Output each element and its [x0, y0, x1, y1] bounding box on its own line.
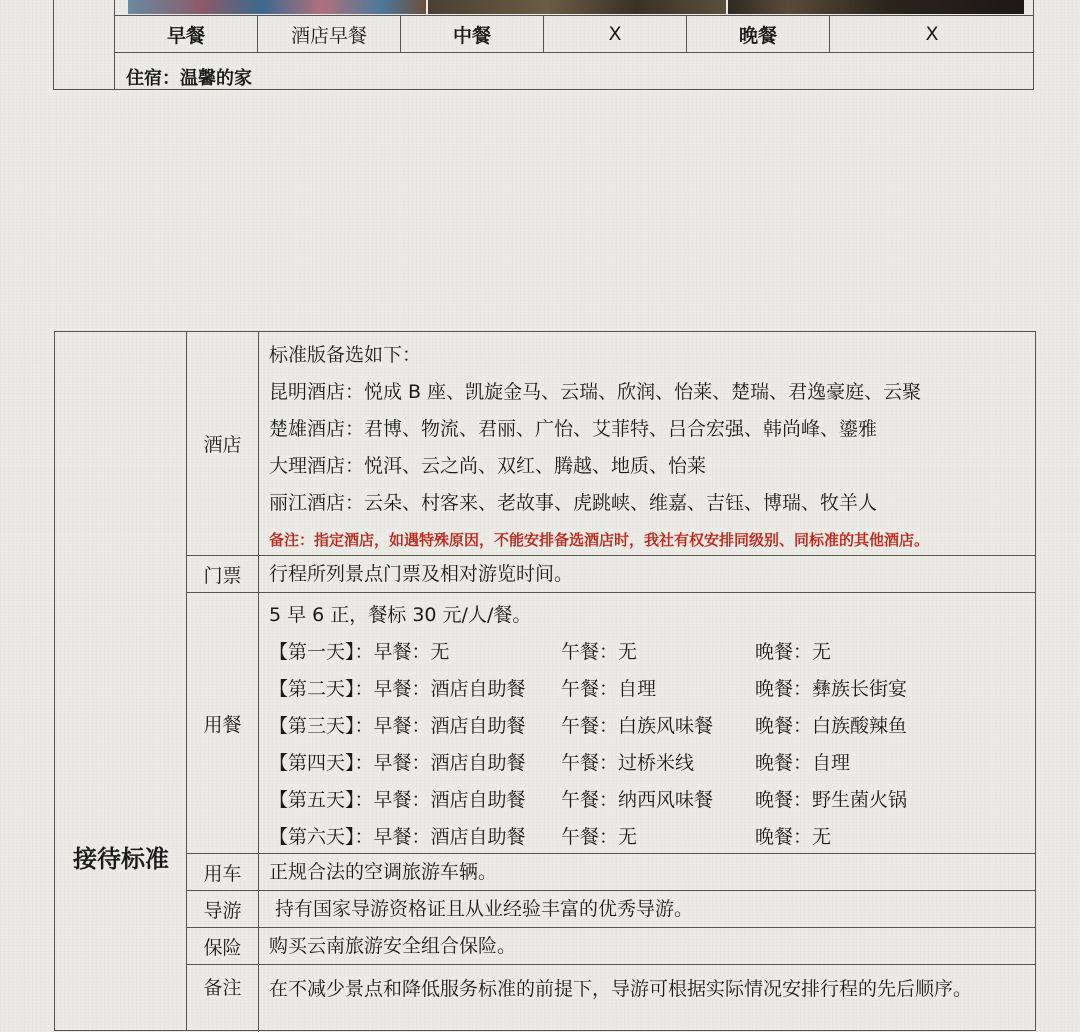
ticket-label: 门票 [187, 556, 259, 592]
lunch-value: X [544, 16, 687, 52]
insurance-label: 保险 [187, 928, 259, 964]
remarks-label: 备注 [187, 965, 259, 1032]
dining-day-line [269, 745, 1028, 782]
photo-image [428, 0, 726, 14]
dining-day-breakfast: 【第三天】：早餐：酒店自助餐 [269, 715, 526, 737]
ticket-text: 行程所列景点门票及相对游览时间。 [269, 563, 574, 585]
dining-label: 用餐 [187, 593, 259, 853]
vehicle-row [187, 854, 1036, 891]
dining-day-line [269, 708, 1028, 745]
meal-row [115, 15, 1034, 53]
breakfast-label: 早餐 [115, 16, 258, 52]
dinner-value: X [925, 23, 939, 45]
dining-day-line [269, 634, 1028, 671]
dining-day-dinner: 晚餐：彝族长街宴 [755, 678, 908, 700]
guide-content [269, 891, 1028, 928]
remarks-content [269, 971, 1028, 1008]
dining-day-dinner: 晚餐：自理 [755, 752, 851, 774]
dining-day-line [269, 782, 1028, 819]
dining-day-lunch: 午餐：无 [561, 826, 638, 848]
dining-day-breakfast: 【第一天】：早餐：无 [269, 641, 450, 663]
hotel-label: 酒店 [187, 332, 259, 555]
guide-text: 持有国家导游资格证且从业经验丰富的优秀导游。 [269, 898, 694, 920]
dining-day-lunch: 午餐：纳西风味餐 [561, 789, 714, 811]
photo-strip [128, 0, 1024, 14]
guide-row [187, 891, 1036, 928]
photo-image [128, 0, 426, 14]
hotel-line: 丽江酒店：云朵、村客来、老故事、虎跳峡、维嘉、吉钰、博瑞、牧羊人 [269, 492, 878, 514]
dining-day-dinner: 晚餐：无 [755, 826, 832, 848]
ticket-row [187, 556, 1036, 593]
remarks-text: 在不减少景点和降低服务标准的前提下，导游可根据实际情况安排行程的先后顺序。 [269, 978, 973, 1000]
dining-day-lunch: 午餐：过桥米线 [561, 752, 695, 774]
dining-day-lunch: 午餐：无 [561, 641, 638, 663]
insurance-text: 购买云南旅游安全组合保险。 [269, 935, 517, 957]
photo-image [728, 0, 1024, 14]
insurance-row [187, 928, 1036, 965]
dinner-label: 晚餐 [687, 16, 830, 52]
dining-day-dinner: 晚餐：野生菌火锅 [755, 789, 908, 811]
hotel-note: 备注：指定酒店，如遇特殊原因，不能安排备选酒店时，我社有权安排同级别、同标准的其他酒店。 [269, 531, 930, 549]
dining-day-dinner: 晚餐：无 [755, 641, 832, 663]
vehicle-content [269, 854, 1028, 891]
dining-summary: 5 早 6 正，餐标 30 元/人/餐。 [269, 604, 532, 626]
dining-day-breakfast: 【第六天】：早餐：酒店自助餐 [269, 826, 526, 848]
vehicle-label: 用车 [187, 854, 259, 890]
dining-day-line [269, 819, 1028, 856]
hotel-line: 楚雄酒店：君博、物流、君丽、广怡、艾菲特、吕合宏强、韩尚峰、鎏雅 [269, 418, 878, 440]
hotel-content [269, 337, 1028, 559]
dining-day-breakfast: 【第四天】：早餐：酒店自助餐 [269, 752, 526, 774]
insurance-content [269, 928, 1028, 965]
guide-label: 导游 [187, 891, 259, 927]
dining-day-dinner: 晚餐：白族酸辣鱼 [755, 715, 908, 737]
hotel-line: 标准版备选如下： [269, 344, 422, 366]
hotel-row [187, 332, 1036, 556]
remarks-row [187, 965, 1036, 1032]
hotel-line: 昆明酒店：悦成 B 座、凯旋金马、云瑞、欣润、怡莱、楚瑞、君逸豪庭、云聚 [269, 381, 922, 403]
previous-day-table [53, 0, 1034, 90]
day-column [54, 0, 115, 89]
dining-content [269, 597, 1028, 856]
vehicle-text: 正规合法的空调旅游车辆。 [269, 861, 498, 883]
dining-day-lunch: 午餐：自理 [561, 678, 657, 700]
dining-day-breakfast: 【第二天】：早餐：酒店自助餐 [269, 678, 526, 700]
lunch-label: 中餐 [401, 16, 544, 52]
dining-day-line [269, 671, 1028, 708]
dining-row [187, 593, 1036, 854]
title-column [55, 332, 187, 1030]
hotel-line: 大理酒店：悦洱、云之尚、双红、腾越、地质、怡莱 [269, 455, 707, 477]
section-title: 接待标准 [73, 845, 169, 873]
dining-day-lunch: 午餐：白族风味餐 [561, 715, 714, 737]
breakfast-value: 酒店早餐 [258, 16, 401, 52]
lodging-info: 住宿：温馨的家 [126, 68, 252, 89]
reception-standard-table [54, 331, 1036, 1031]
ticket-content [269, 556, 1028, 593]
dining-day-breakfast: 【第五天】：早餐：酒店自助餐 [269, 789, 526, 811]
